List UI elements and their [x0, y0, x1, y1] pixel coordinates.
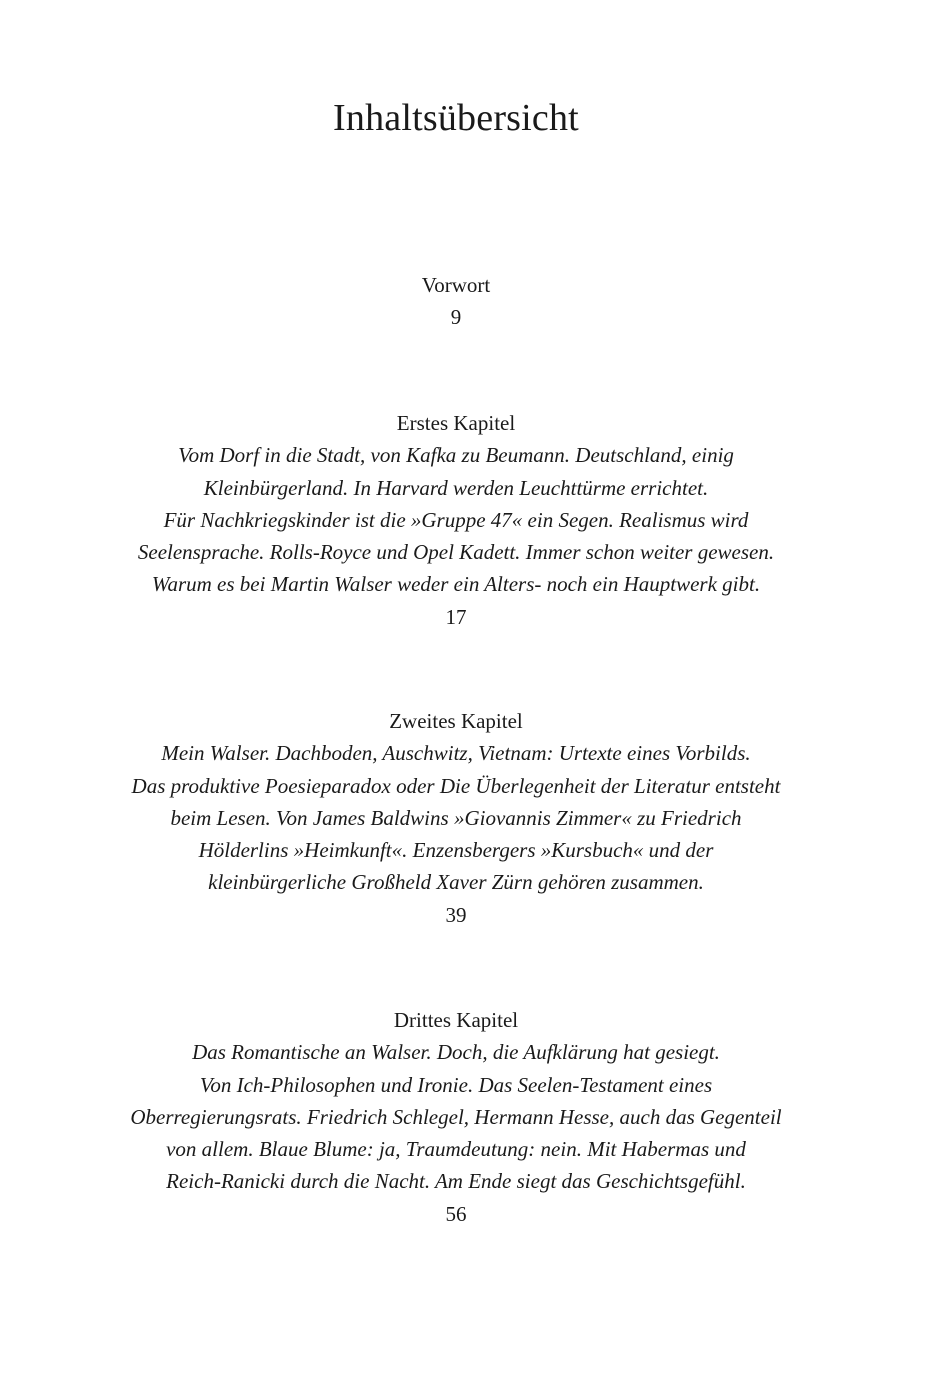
toc-entry-summary: [0, 1036, 912, 1197]
summary-line: Das Romantische an Walser. Doch, die Aufklärung hat gesiegt.: [192, 1040, 720, 1065]
page-title: Inhaltsübersicht: [333, 97, 579, 139]
toc-entry-chapter-1: [0, 407, 912, 633]
summary-line: Seelensprache. Rolls-Royce und Opel Kadett. Immer schon weiter gewesen.: [137, 540, 775, 565]
summary-line: Oberregierungsrats. Friedrich Schlegel, Hermann Hesse, auch das Gegenteil: [130, 1104, 782, 1129]
toc-entry-page-number: 39: [445, 902, 467, 927]
summary-line: Reich-Ranicki durch die Nacht. Am Ende siegt das Geschichtsgefühl.: [166, 1169, 746, 1194]
summary-line: Warum es bei Martin Walser weder ein Alters- noch ein Hauptwerk gibt.: [151, 572, 761, 597]
toc-entry-chapter-3: [0, 1004, 912, 1230]
toc-entry-page-number: 56: [445, 1201, 467, 1226]
toc-entry-chapter-2: [0, 705, 912, 931]
toc-entry-page-number: 9: [450, 305, 462, 330]
summary-line: Mein Walser. Dachboden, Auschwitz, Vietnam: Urtexte eines Vorbilds.: [161, 741, 751, 766]
summary-line: beim Lesen. Von James Baldwins »Giovannis Zimmer« zu Friedrich: [170, 805, 742, 830]
summary-line: Kleinbürgerland. In Harvard werden Leuchttürme errichtet.: [203, 475, 709, 500]
toc-entry-heading: Zweites Kapitel: [389, 709, 523, 733]
summary-line: kleinbürgerliche Großheld Xaver Zürn gehören zusammen.: [208, 870, 704, 895]
summary-line: Für Nachkriegskinder ist die »Gruppe 47« ein Segen. Realismus wird: [163, 507, 749, 532]
summary-line: Vom Dorf in die Stadt, von Kafka zu Beumann. Deutschland, einig: [178, 443, 734, 468]
toc-entry-page-number: 17: [445, 604, 467, 629]
summary-line: Hölderlins »Heimkunft«. Enzensbergers »Kursbuch« und der: [198, 838, 714, 863]
toc-entry-heading: Erstes Kapitel: [396, 411, 516, 435]
toc-entry-summary: [0, 737, 912, 898]
summary-line: Von Ich-Philosophen und Ironie. Das Seelen-Testament eines: [199, 1072, 713, 1097]
summary-line: von allem. Blaue Blume: ja, Traumdeutung: nein. Mit Habermas und: [166, 1137, 746, 1162]
toc-entry-summary: [0, 439, 912, 600]
summary-line: Das produktive Poesieparadox oder Die Überlegenheit der Literatur entsteht: [131, 773, 781, 798]
toc-entry-heading: Drittes Kapitel: [393, 1008, 519, 1032]
toc-entry-heading: Vorwort: [421, 273, 491, 297]
toc-entry-vorwort: [0, 269, 912, 334]
